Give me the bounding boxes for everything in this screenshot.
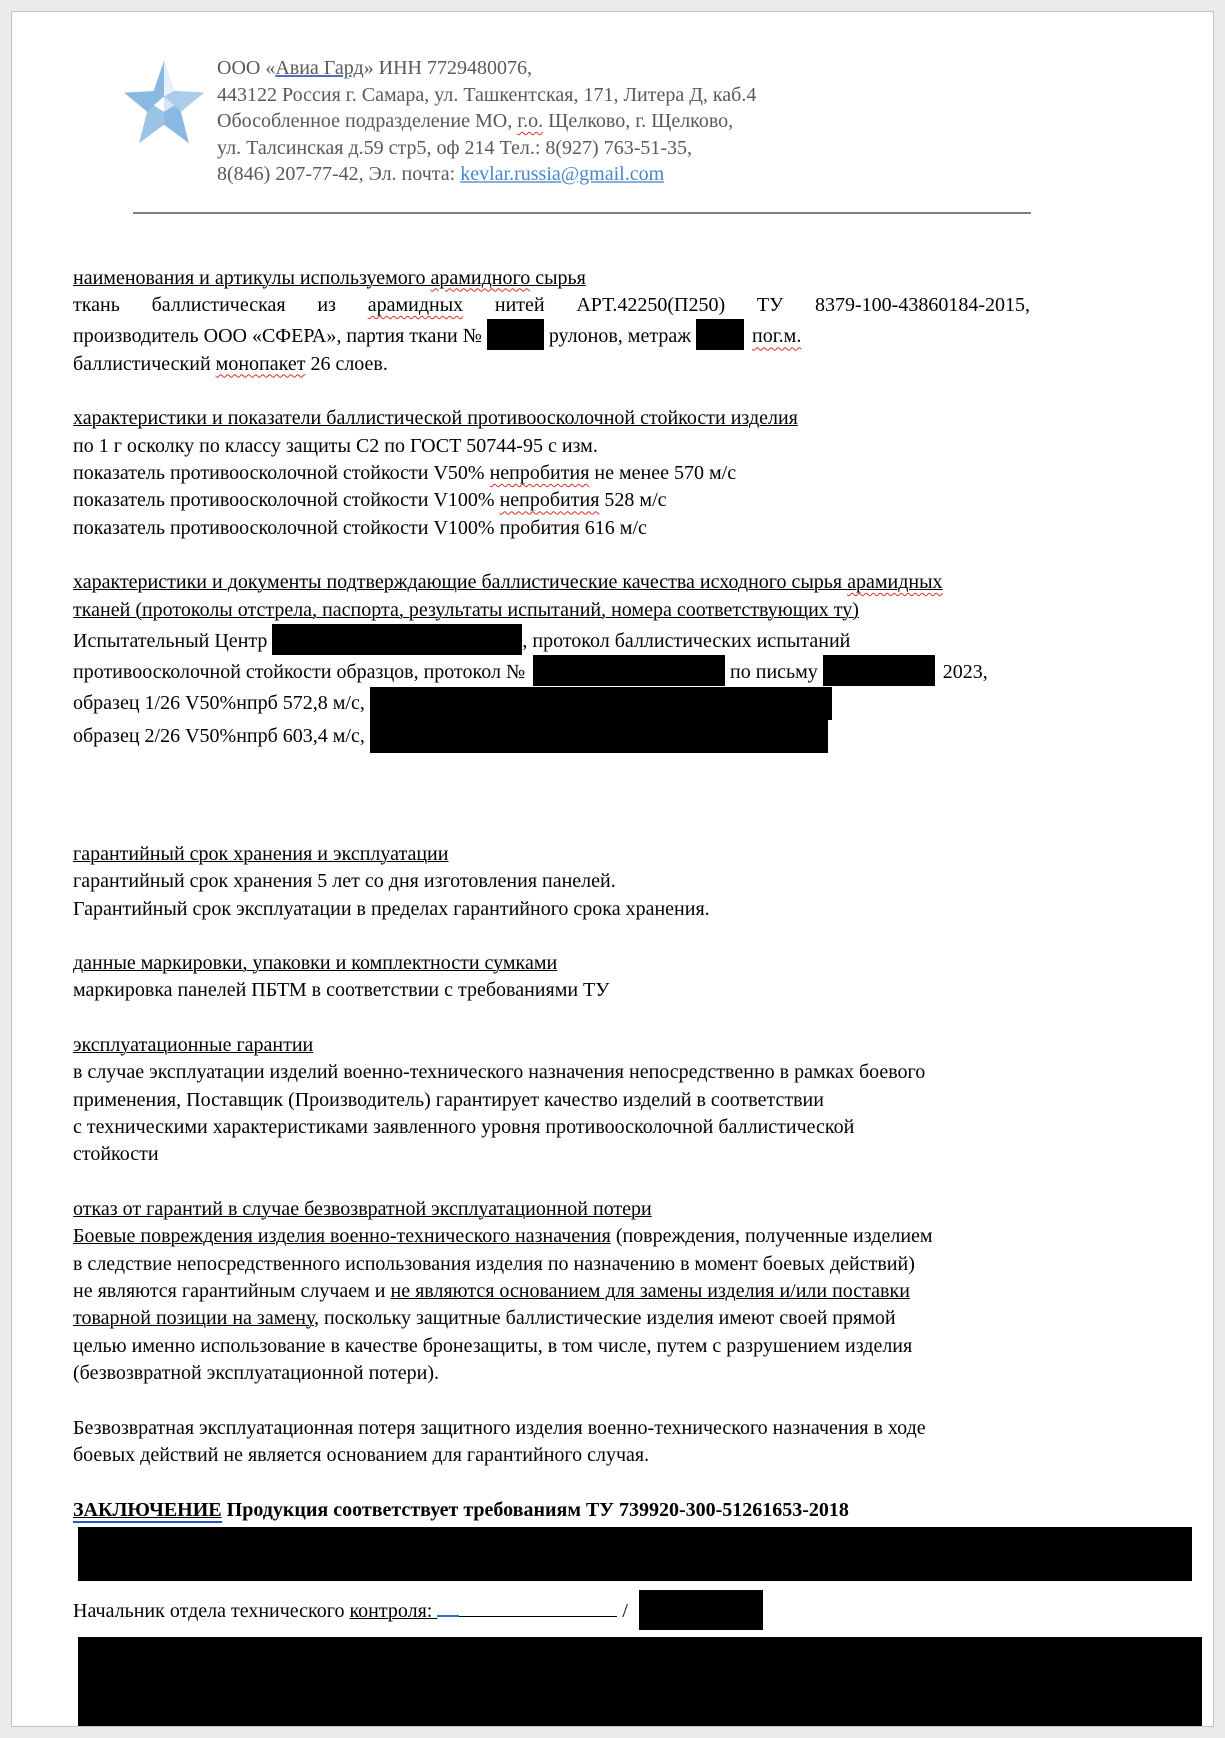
letterhead-line: [217, 55, 756, 82]
branch-text: Обособленное подразделение МО,: [217, 110, 518, 132]
text-line: Гарантийный срок эксплуатации в пределах гарантийного срока хранения.: [73, 897, 710, 920]
underlined-text: Боевые повреждения изделия военно-технического назначения: [73, 1225, 611, 1248]
company-prefix: ООО «: [217, 57, 276, 79]
text-line: целью именно использование в качестве бронезащиты, в том числе, путем с разрушением изделия: [73, 1334, 913, 1357]
text-line: [73, 720, 1030, 753]
body-text: нитей АРТ.42250(П250) ТУ 8379-100-43860184-2015,: [463, 293, 1030, 316]
heading-text: наименования и артикулы используемого: [73, 266, 431, 289]
text-line: [73, 1305, 1030, 1332]
letterhead-text: [217, 55, 756, 188]
redaction-block: [78, 1637, 1202, 1727]
section-heading: [73, 405, 1030, 432]
heading-text: гарантийный срок хранения и эксплуатации: [73, 842, 449, 865]
email-label: 8(846) 207-77-42, Эл. почта:: [217, 163, 461, 185]
body-text: по письму: [725, 661, 823, 684]
letterhead-line: ул. Талсинская д.59 стр5, оф 214 Тел.: 8(927) 763-51-35,: [217, 136, 693, 159]
section-heading: [73, 950, 1030, 977]
text-line: стойкости: [73, 1143, 159, 1166]
redaction-box: [639, 1590, 763, 1630]
section-heading: [73, 1032, 1030, 1059]
signature-word: контроля:: [349, 1599, 438, 1622]
text-line: [73, 1223, 1030, 1250]
spellcheck-word: монопакет: [215, 352, 306, 375]
spellcheck-word: арамидных: [847, 571, 943, 594]
conclusion-label: ЗАКЛЮЧЕНИЕ: [73, 1498, 222, 1521]
redaction-box: [370, 720, 828, 753]
body-text: не менее 570 м/с: [589, 461, 737, 484]
text-line: боевых действий не является основанием для гарантийного случая.: [73, 1444, 650, 1467]
text-line: [73, 655, 1030, 686]
text-line: [73, 460, 1030, 487]
section-heading: [73, 597, 1030, 624]
text-line: Безвозвратная эксплуатационная потеря защитного изделия военно-технического назначения в ходе: [73, 1416, 926, 1439]
signature-slash: /: [617, 1599, 633, 1622]
email-link[interactable]: kevlar.russia@gmail.com: [460, 163, 665, 185]
text-line: [73, 487, 1030, 514]
body-text: не являются гарантийным случаем и: [73, 1280, 391, 1303]
letterhead-line: 443122 Россия г. Самара, ул. Ташкентская, 171, Литера Д, каб.4: [217, 83, 757, 106]
text-line: гарантийный срок хранения 5 лет со дня изготовления панелей.: [73, 870, 616, 893]
body-text: , протокол баллистических испытаний: [522, 629, 851, 652]
redaction-box: [487, 319, 544, 350]
heading-text: данные маркировки, упаковки и комплектности сумками: [73, 952, 558, 974]
redaction-bar: [78, 1527, 1192, 1581]
text-line: применения, Поставщик (Производитель) гарантирует качество изделий в соответствии: [73, 1088, 824, 1111]
text-line: [73, 319, 1030, 350]
text-line: в случае эксплуатации изделий военно-технического назначения непосредственно в рамках боевого: [73, 1061, 926, 1084]
heading-text: характеристики и документы подтверждающие баллистические качества исходного сырья: [73, 571, 848, 594]
text-line: [73, 1278, 1030, 1305]
heading-text: характеристики и показатели баллистической противоосколочной стойкости изделия: [73, 407, 798, 430]
spellcheck-word: г.о.: [517, 110, 544, 132]
body-text: ткань баллистическая из: [73, 293, 368, 316]
body-text: Испытательный Центр: [73, 629, 273, 652]
text-line: по 1 г осколку по классу защиты С2 по ГОСТ 50744-95 с изм.: [73, 434, 598, 457]
body-text: 2023,: [942, 661, 988, 684]
body-text: производитель ООО «СФЕРА», партия ткани №: [73, 325, 487, 348]
section-heading: [73, 569, 1030, 596]
redaction-box: [272, 624, 522, 655]
spellcheck-word: арамидного: [430, 266, 531, 289]
header-divider: [133, 212, 1031, 214]
redaction-box: [696, 319, 744, 350]
text-line: [73, 292, 1030, 319]
signature-blue-mark: [437, 1595, 459, 1617]
heading-text: тканей (протоколы отстрела, паспорта, результаты испытаний, номера соответствующих ту): [73, 598, 859, 621]
body-text: (повреждения, полученные изделием: [610, 1225, 933, 1248]
body-text: рулонов, метраж: [543, 325, 697, 348]
body-text: баллистический: [73, 352, 216, 375]
conclusion-line: [73, 1497, 1030, 1524]
document-page: [11, 11, 1214, 1727]
redaction-box: [533, 655, 725, 686]
body-text: 528 м/с: [599, 489, 667, 512]
spellcheck-word: арамидных: [367, 293, 464, 316]
signature-line: [73, 1590, 1030, 1630]
spellcheck-word: пог.м.: [752, 325, 802, 348]
text-line: показатель противоосколочной стойкости V100% пробития 616 м/с: [73, 516, 647, 539]
underlined-text: товарной позиции на замену: [73, 1307, 314, 1330]
heading-text: сырья: [530, 266, 586, 289]
company-name-link[interactable]: Авиа Гард: [275, 57, 364, 79]
branch-text-rest: Щелково, г. Щелково,: [543, 110, 734, 132]
text-line: с техническими характеристиками заявленного уровня противоосколочной баллистической: [73, 1116, 855, 1139]
redaction-box: [823, 655, 935, 686]
section-heading: [73, 841, 1030, 868]
section-heading: [73, 265, 1030, 292]
underlined-text: не являются основанием для замены изделия и/или поставки: [390, 1280, 910, 1303]
spellcheck-word: непробития: [499, 489, 600, 512]
company-inn: » ИНН 7729480076,: [363, 57, 533, 79]
document-body: [73, 265, 1030, 1524]
text-line: [73, 351, 1030, 378]
text-line: [73, 624, 1030, 655]
heading-text: эксплуатационные гарантии: [73, 1033, 314, 1056]
body-text: противоосколочной стойкости образцов, протокол №: [73, 661, 526, 684]
text-line: маркировка панелей ПБТМ в соответствии с требованиями ТУ: [73, 979, 610, 1002]
signature-title: Начальник отдела технического: [73, 1599, 350, 1622]
body-text: показатель противоосколочной стойкости V50%: [73, 461, 490, 484]
letterhead-line: [217, 108, 756, 135]
letterhead: [124, 55, 1213, 188]
star-logo-icon: [124, 59, 204, 151]
letterhead-line: [217, 161, 756, 188]
redaction-box: [370, 687, 832, 720]
heading-text: отказ от гарантий в случае безвозвратной эксплуатационной потери: [73, 1197, 652, 1220]
body-text: образец 1/26 V50%нпрб 572,8 м/с,: [73, 691, 370, 714]
body-text: образец 2/26 V50%нпрб 603,4 м/с,: [73, 724, 370, 747]
body-text: показатель противоосколочной стойкости V100%: [73, 489, 500, 512]
text-line: в следствие непосредственного использования изделия по назначению в момент боевых действий): [73, 1252, 915, 1275]
text-line: [73, 687, 1030, 720]
body-text: 26 слоев.: [305, 352, 388, 375]
signature-blank: [459, 1596, 617, 1617]
conclusion-text: Продукция соответствует требованиям ТУ 739920-300-51261653-2018: [221, 1498, 849, 1521]
spellcheck-word: непробития: [489, 461, 590, 484]
body-text: , поскольку защитные баллистические изделия имеют своей прямой: [313, 1307, 896, 1330]
text-line: (безвозвратной эксплуатационной потери).: [73, 1362, 440, 1385]
section-heading: [73, 1196, 1030, 1223]
